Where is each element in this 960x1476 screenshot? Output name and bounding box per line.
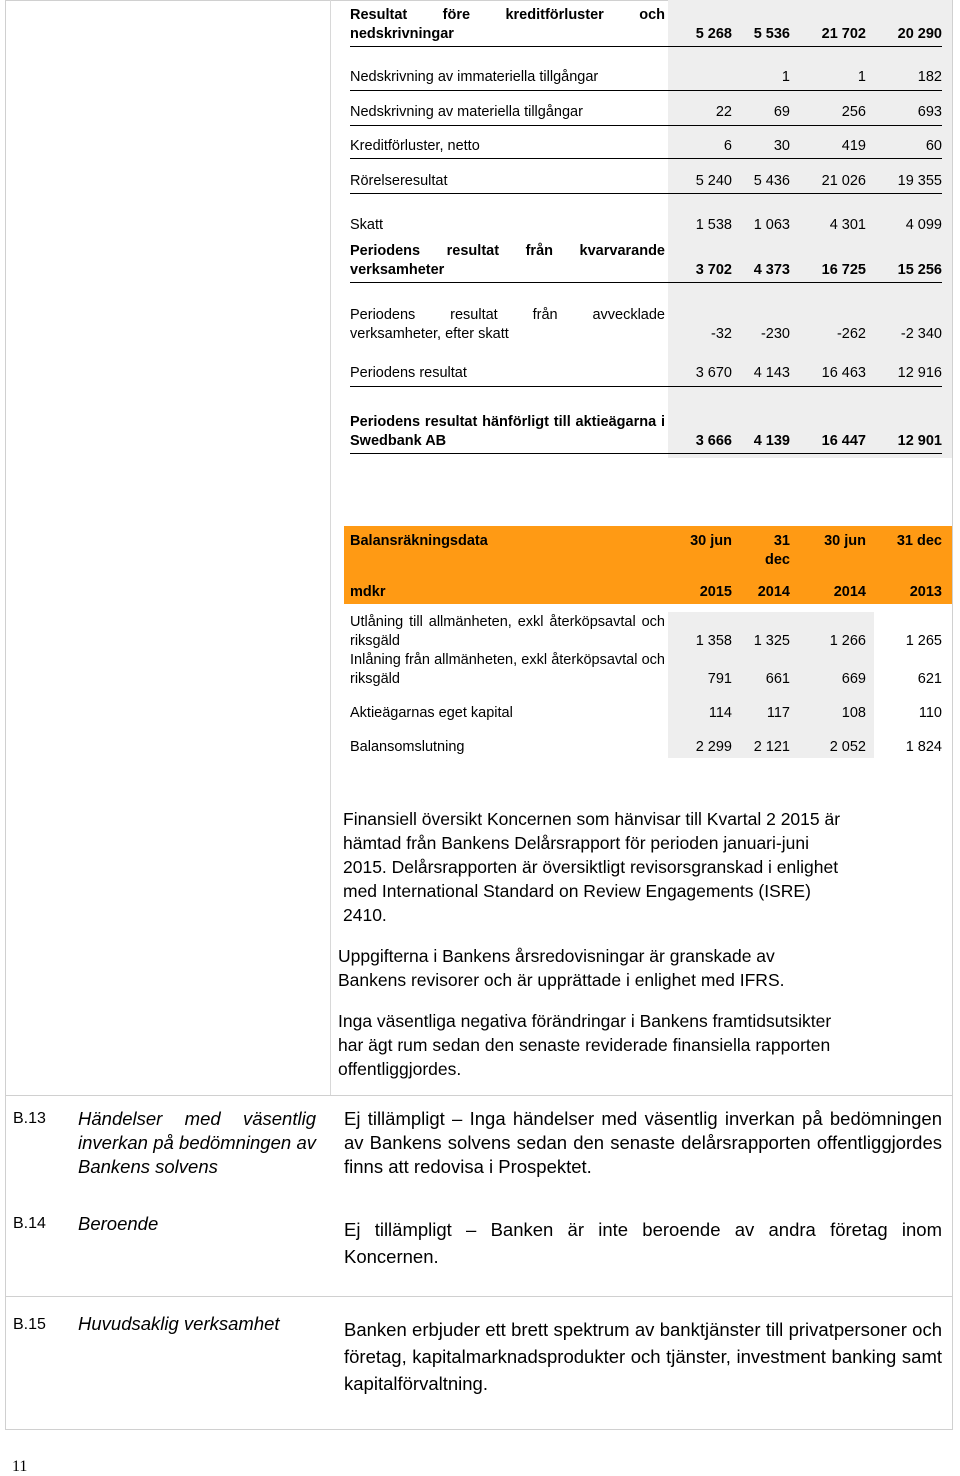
row-rule — [350, 193, 942, 194]
table-row — [350, 172, 942, 191]
row-rule — [350, 158, 942, 159]
cell: 661 — [765, 671, 790, 687]
text-line: Uppgifterna i Bankens årsredovisningar är granskade av — [338, 946, 775, 966]
cell: 3 702 — [695, 262, 732, 278]
text-line: Bankens revisorer och är upprättade i enlighet med IFRS. — [338, 970, 785, 990]
section-body: Ej tillämpligt – Inga händelser med väsentlig inverkan på bedömningen av Bankens solvens sedan den senaste delårsrapporten offentliggjordes finns att redovisa i Prospektet. — [344, 1108, 942, 1177]
row-rule — [350, 453, 942, 454]
section-number: B.14 — [13, 1215, 46, 1232]
cell: 1 824 — [905, 739, 942, 755]
row-label: Periodens resultat hänförligt till aktieägarna i Swedbank AB — [350, 414, 665, 449]
table-row — [350, 738, 942, 757]
header-cell: 2014 — [757, 584, 790, 600]
cell: 16 725 — [821, 262, 866, 278]
header-cell: 30 jun — [690, 533, 732, 549]
table-row — [350, 68, 942, 87]
row-rule — [350, 282, 942, 283]
cell: 182 — [917, 69, 942, 85]
cell: 6 — [723, 138, 732, 154]
cell: 16 463 — [821, 365, 866, 381]
table-row — [350, 704, 942, 723]
cell: 69 — [773, 104, 790, 120]
section-title: Huvudsaklig verksamhet — [78, 1313, 280, 1334]
table-row — [350, 364, 942, 383]
cell: 4 139 — [753, 433, 790, 449]
cell: 1 — [857, 69, 866, 85]
cell: 1 265 — [905, 633, 942, 649]
cell: 3 666 — [695, 433, 732, 449]
row-label: Aktieägarnas eget kapital — [350, 705, 513, 721]
cell: 669 — [841, 671, 866, 687]
section-body: Banken erbjuder ett brett spektrum av banktjänster till privatpersoner och företag, kapitalmarknadsprodukter och tjänster, investment banking samt kapitalförvaltning. — [344, 1319, 942, 1394]
text-line: 2410. — [343, 905, 387, 925]
cell: 5 536 — [753, 26, 790, 42]
cell: -262 — [836, 326, 866, 342]
paragraph-overview — [343, 807, 840, 927]
cell: -2 340 — [900, 326, 942, 342]
header-cell: 2014 — [833, 584, 866, 600]
section-divider — [5, 1095, 953, 1096]
table-row — [350, 6, 942, 44]
text-line: Finansiell översikt Koncernen som hänvisar till Kvartal 2 2015 är — [343, 809, 841, 829]
header-cell: 31 dec — [896, 533, 942, 549]
cell: 12 901 — [897, 433, 942, 449]
row-rule — [350, 386, 942, 387]
row-label: Skatt — [350, 217, 384, 233]
cell: 22 — [715, 104, 732, 120]
cell: 791 — [707, 671, 732, 687]
cell: 1 325 — [753, 633, 790, 649]
table-row — [350, 137, 942, 156]
row-label: Rörelseresultat — [350, 173, 448, 189]
text-line: har ägt rum sedan den senaste reviderade finansiella rapporten — [338, 1035, 831, 1055]
page-number: 11 — [12, 1458, 28, 1475]
cell: -32 — [711, 326, 732, 342]
row-label: Kreditförluster, netto — [350, 138, 480, 154]
cell: 4 373 — [753, 262, 790, 278]
section-title: Beroende — [78, 1213, 159, 1234]
table-header — [350, 583, 942, 602]
cell: 15 256 — [897, 262, 942, 278]
cell: 1 538 — [695, 217, 732, 233]
cell: 30 — [773, 138, 790, 154]
section-title: Händelser med väsentlig inverkan på bedömningen av Bankens solvens — [78, 1108, 316, 1177]
cell: 60 — [925, 138, 942, 154]
header-label: Balansräkningsdata — [350, 533, 488, 549]
cell: 117 — [766, 705, 790, 721]
row-rule — [350, 125, 942, 126]
cell: 20 290 — [897, 26, 942, 42]
cell: 114 — [708, 705, 732, 721]
table-row — [350, 103, 942, 122]
text-line: Inga väsentliga negativa förändringar i Bankens framtidsutsikter — [338, 1011, 832, 1031]
paragraph-outlook — [338, 1009, 831, 1081]
row-label: Utlåning till allmänheten, exkl återköpsavtal och riksgäld — [350, 614, 665, 649]
row-label: Nedskrivning av materiella tillgångar — [350, 104, 583, 120]
text-line: hämtad från Bankens Delårsrapport för perioden januari-juni — [343, 833, 809, 853]
text-line: med International Standard on Review Engagements (ISRE) — [343, 881, 811, 901]
cell: 1 063 — [753, 217, 790, 233]
header-cell: 2013 — [909, 584, 942, 600]
cell: 108 — [841, 705, 866, 721]
row-label: Resultat före kreditförluster och nedskrivningar — [350, 7, 665, 42]
row-label: Balansomslutning — [350, 739, 465, 755]
table-row — [350, 413, 942, 451]
column-divider — [330, 0, 331, 1095]
row-rule — [350, 46, 942, 47]
row-label: Nedskrivning av immateriella tillgångar — [350, 69, 599, 85]
row-label: Periodens resultat från avvecklade verksamheter, efter skatt — [350, 307, 665, 342]
section-number: B.15 — [13, 1316, 46, 1333]
cell: -230 — [760, 326, 790, 342]
header-label: mdkr — [350, 584, 386, 600]
section-number: B.13 — [13, 1110, 46, 1127]
cell: 5 436 — [753, 173, 790, 189]
cell: 21 702 — [821, 26, 866, 42]
row-label: Inlåning från allmänheten, exkl återköpsavtal och riksgäld — [350, 652, 665, 687]
cell: 2 121 — [753, 739, 790, 755]
table-row — [350, 216, 942, 235]
section-divider — [5, 1296, 953, 1297]
cell: 5 240 — [695, 173, 732, 189]
table-header — [350, 532, 942, 572]
header-cell: 30 jun — [824, 533, 866, 549]
cell: 16 447 — [821, 433, 866, 449]
cell: 419 — [841, 138, 866, 154]
cell: 21 026 — [821, 173, 866, 189]
row-rule — [350, 90, 942, 91]
cell: 110 — [918, 705, 942, 721]
cell: 12 916 — [897, 365, 942, 381]
table-row — [350, 306, 942, 344]
cell: 19 355 — [897, 173, 942, 189]
cell: 4 143 — [753, 365, 790, 381]
text-line: 2015. Delårsrapporten är översiktligt revisorsgranskad i enlighet — [343, 857, 839, 877]
header-cell: 31 dec — [765, 533, 790, 568]
cell: 2 299 — [695, 739, 732, 755]
table-row — [350, 651, 942, 689]
table-row — [350, 242, 942, 280]
cell: 693 — [917, 104, 942, 120]
cell: 2 052 — [829, 739, 866, 755]
cell: 621 — [917, 671, 942, 687]
row-label: Periodens resultat — [350, 365, 467, 381]
section-body: Ej tillämpligt – Banken är inte beroende av andra företag inom Koncernen. — [344, 1219, 942, 1267]
cell: 1 358 — [695, 633, 732, 649]
header-cell: 2015 — [699, 584, 732, 600]
row-label: Periodens resultat från kvarvarande verksamheter — [350, 243, 665, 278]
cell: 3 670 — [695, 365, 732, 381]
cell: 4 099 — [905, 217, 942, 233]
cell: 1 266 — [829, 633, 866, 649]
text-line: offentliggjordes. — [338, 1059, 462, 1079]
table-row — [350, 613, 942, 651]
cell: 5 268 — [695, 26, 732, 42]
cell: 1 — [781, 69, 790, 85]
cell: 256 — [841, 104, 866, 120]
paragraph-audit — [338, 944, 784, 992]
cell: 4 301 — [829, 217, 866, 233]
